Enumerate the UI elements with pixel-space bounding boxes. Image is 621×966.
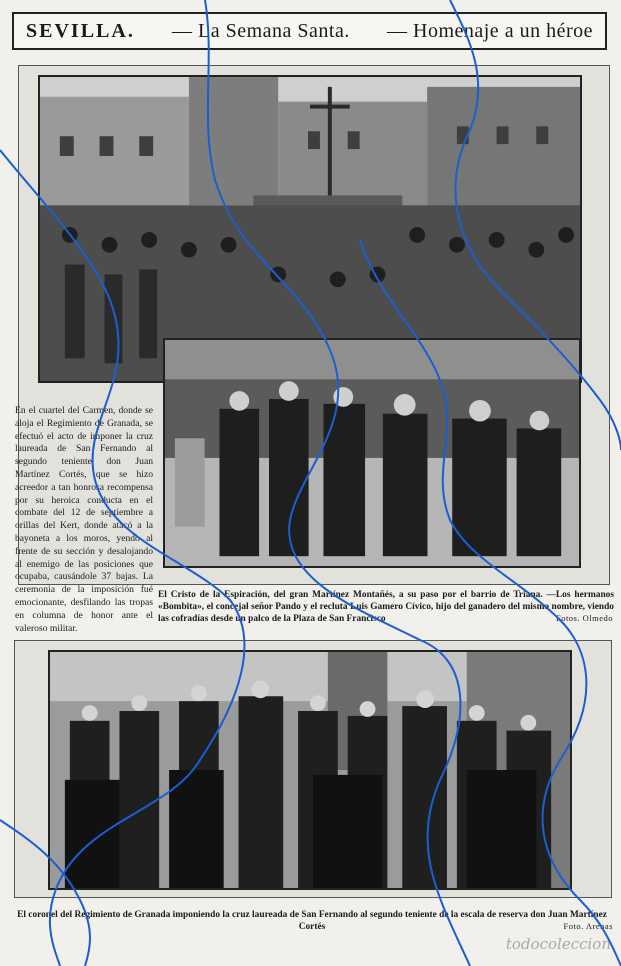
watermark: todocoleccion bbox=[505, 935, 611, 953]
ceremony-photo bbox=[48, 650, 572, 890]
caption-ceremony: El coronel del Regimiento de Granada imponiendo la cruz laureada de San Fernando al segundo teniente de la escala de reserva don Juan Martínez Cortés bbox=[17, 910, 607, 932]
photo-credit-arenas: Foto. Arenas bbox=[563, 921, 613, 931]
procession-photo bbox=[38, 75, 582, 383]
headline-part-semana-santa: — La Semana Santa. bbox=[171, 19, 350, 42]
headline bbox=[12, 12, 607, 50]
article-text: En el cuartel del Carmen, donde se aloja el Regimiento de Granada, se efectuó el acto de imponer la cruz laureada de San Fernando al segundo teniente don Juan Martínez Cortés, que se hizo acreedor a tan honrosa recompensa por su heroica conducta en el combate del 12 de septiembre a orillas del Kert, donde atacó a la bayoneta a los moros, yendo al frente de su sección y desalojando al enemigo de las posiciones que ocupaba, causándole 37 bajas. La ceremonia de la imposición fué emocionante, desfilando las tropas en columna de honor ante el valeroso militar. bbox=[15, 405, 153, 634]
headline-part-homenaje: — Homenaje a un héroe bbox=[387, 19, 593, 42]
headline-city: SEVILLA. bbox=[26, 19, 135, 42]
bombita-brothers-photo bbox=[163, 338, 581, 568]
caption-procession: El Cristo de la Espiración, del gran Martínez Montañés, a su paso por el barrio de Triana. —Los hermanos «Bombita», el concejal señor Pando y el recluta Luis Gamero Cívico, hijo del ganadero del mismo nombre, viendo las cofradías desde un palco de la Plaza de San Francisco bbox=[158, 590, 614, 624]
photo-credit-olmedo: Fotos. Olmedo bbox=[555, 613, 613, 623]
